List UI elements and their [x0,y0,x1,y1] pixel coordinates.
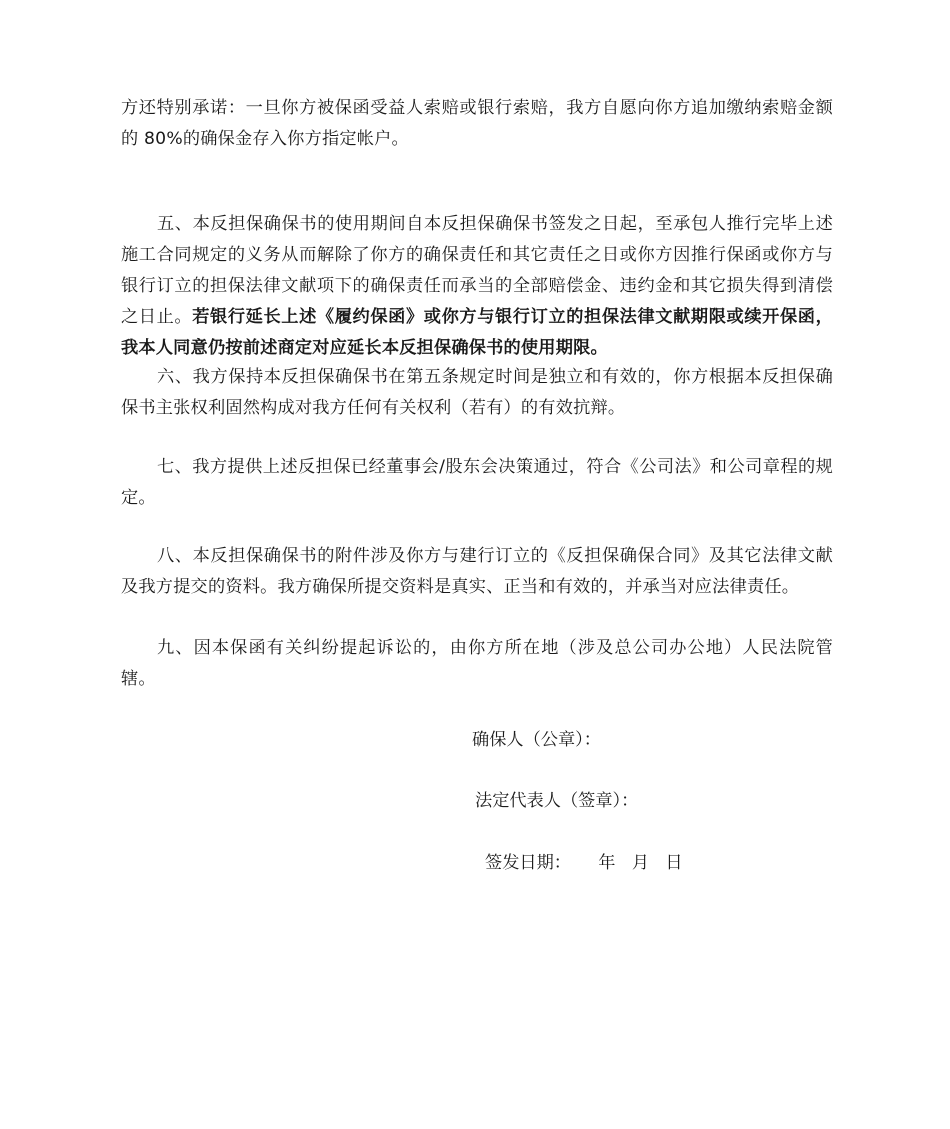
paragraph-8: 八、本反担保确保书的附件涉及你方与建行订立的《反担保确保合同》及其它法律文献及我方提交的资料。我方确保所提交资料是真实、正当和有效的，并承当对应法律责任。 [121,546,833,597]
paragraph-5 [121,209,833,364]
paragraph-9: 九、因本保函有关纠纷提起诉讼的，由你方所在地（涉及总公司办公地）人民法院管辖。 [121,638,833,689]
legal-representative-line: 法定代表人（签章）： [475,791,639,811]
paragraph-continuation: 方还特别承诺：一旦你方被保函受益人索赔或银行索赔，我方自愿向你方追加缴纳索赔金额的 80%的确保金存入你方指定帐户。 [121,98,833,149]
guarantor-seal-line: 确保人（公章）： [472,730,601,750]
issue-date-line: 签发日期： 年 月 日 [485,853,683,873]
paragraph-5-text: 五、本反担保确保书的使用期间自本反担保确保书签发之日起，至承包人推行完毕上述施工合同规定的义务从而解除了你方的确保责任和其它责任之日或你方因推行保函或你方与银行订立的担保法律文献项下的确保责任而承当的全部赔偿金、违约金和其它损失得到清偿之日止。 [121,214,833,327]
paragraph-7: 七、我方提供上述反担保已经董事会/股东会决策通过，符合《公司法》和公司章程的规定。 [121,457,833,508]
paragraph-6: 六、我方保持本反担保确保书在第五条规定时间是独立和有效的，你方根据本反担保确保书主张权利固然构成对我方任何有关权利（若有）的有效抗辩。 [121,367,833,418]
paragraph-5-bold-text: 若银行延长上述《履约保函》或你方与银行订立的担保法律文献期限或续开保函，我本人同意仍按前述商定对应延长本反担保确保书的使用期限。 [121,307,833,358]
